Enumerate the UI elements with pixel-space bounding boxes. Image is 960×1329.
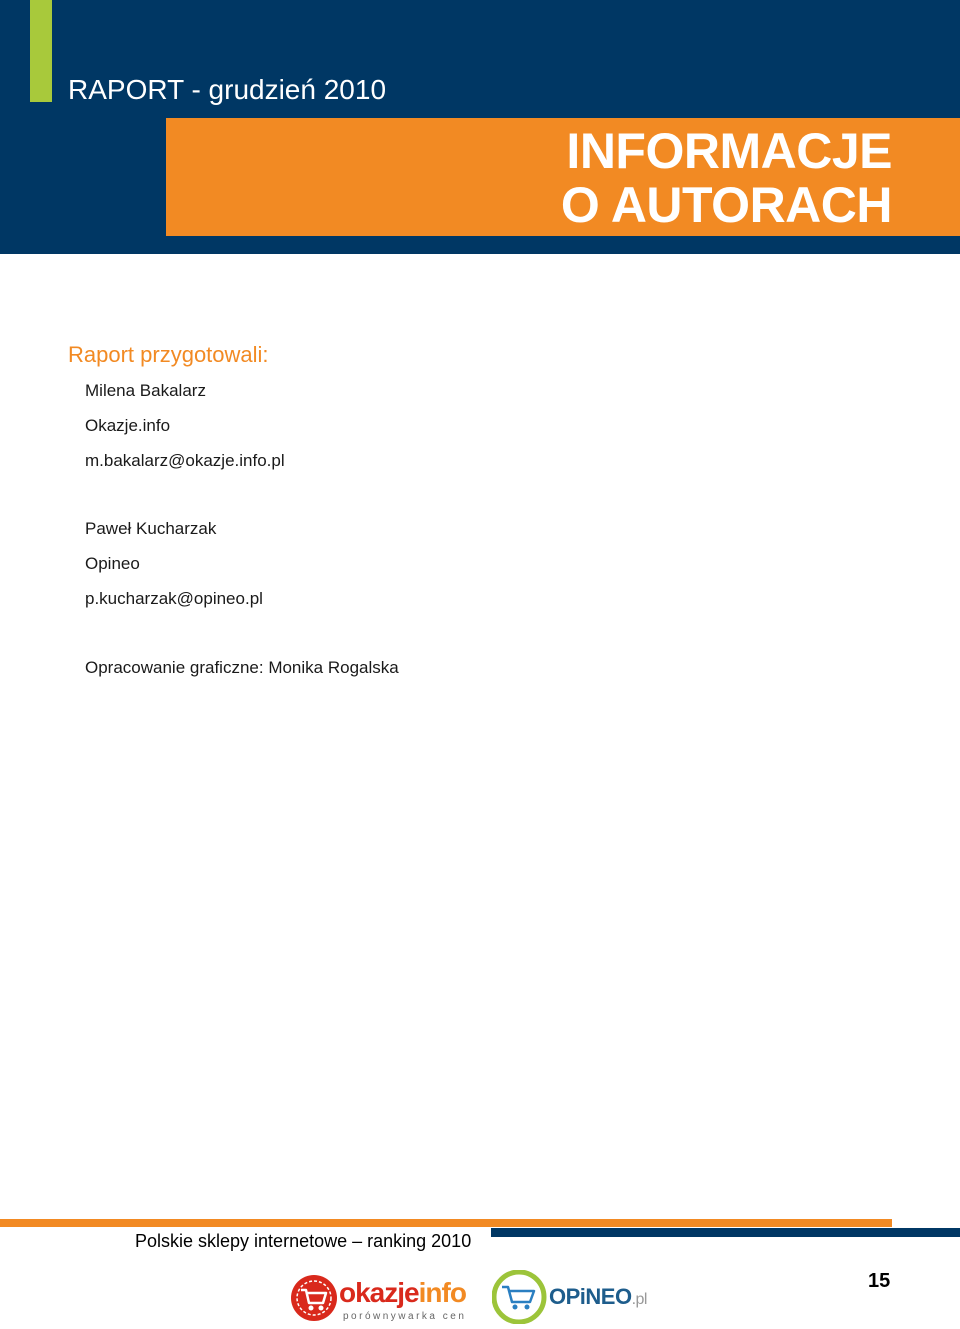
- okazje-info-logo: [289, 1272, 469, 1324]
- svg-text:porównywarka cen: porównywarka cen: [343, 1311, 467, 1322]
- svg-text:okazjeinfo: okazjeinfo: [339, 1277, 466, 1308]
- author2-email[interactable]: p.kucharzak@opineo.pl: [85, 589, 263, 608]
- section-title-line-1: INFORMACJE: [566, 123, 892, 179]
- opineo-logo: [492, 1270, 667, 1324]
- section-title-line-2: O AUTORACH: [560, 177, 892, 233]
- footer-title: Polskie sklepy internetowe – ranking 2010: [135, 1231, 472, 1251]
- author2-company: Opineo: [85, 554, 140, 573]
- svg-text:OPiNEO.pl: OPiNEO.pl: [549, 1284, 647, 1309]
- author1-email[interactable]: m.bakalarz@okazje.info.pl: [85, 451, 285, 470]
- shopping-cart-icon: [291, 1275, 337, 1321]
- page-number: 15: [868, 1270, 891, 1292]
- graphics-credit: Opracowanie graficzne: Monika Rogalska: [85, 658, 399, 677]
- footer-orange-bar: [0, 1219, 892, 1227]
- author1-company: Okazje.info: [85, 416, 171, 435]
- footer-blue-bar: [491, 1228, 960, 1237]
- author2-name: Paweł Kucharzak: [85, 519, 217, 538]
- shopping-cart-icon: [494, 1272, 544, 1322]
- author1-name: Milena Bakalarz: [85, 381, 206, 400]
- report-title: RAPORT - grudzień 2010: [68, 74, 387, 105]
- authors-heading: Raport przygotowali:: [68, 342, 269, 367]
- accent-bar: [30, 0, 52, 102]
- header-band: [0, 0, 960, 254]
- section-title-box: [166, 118, 960, 236]
